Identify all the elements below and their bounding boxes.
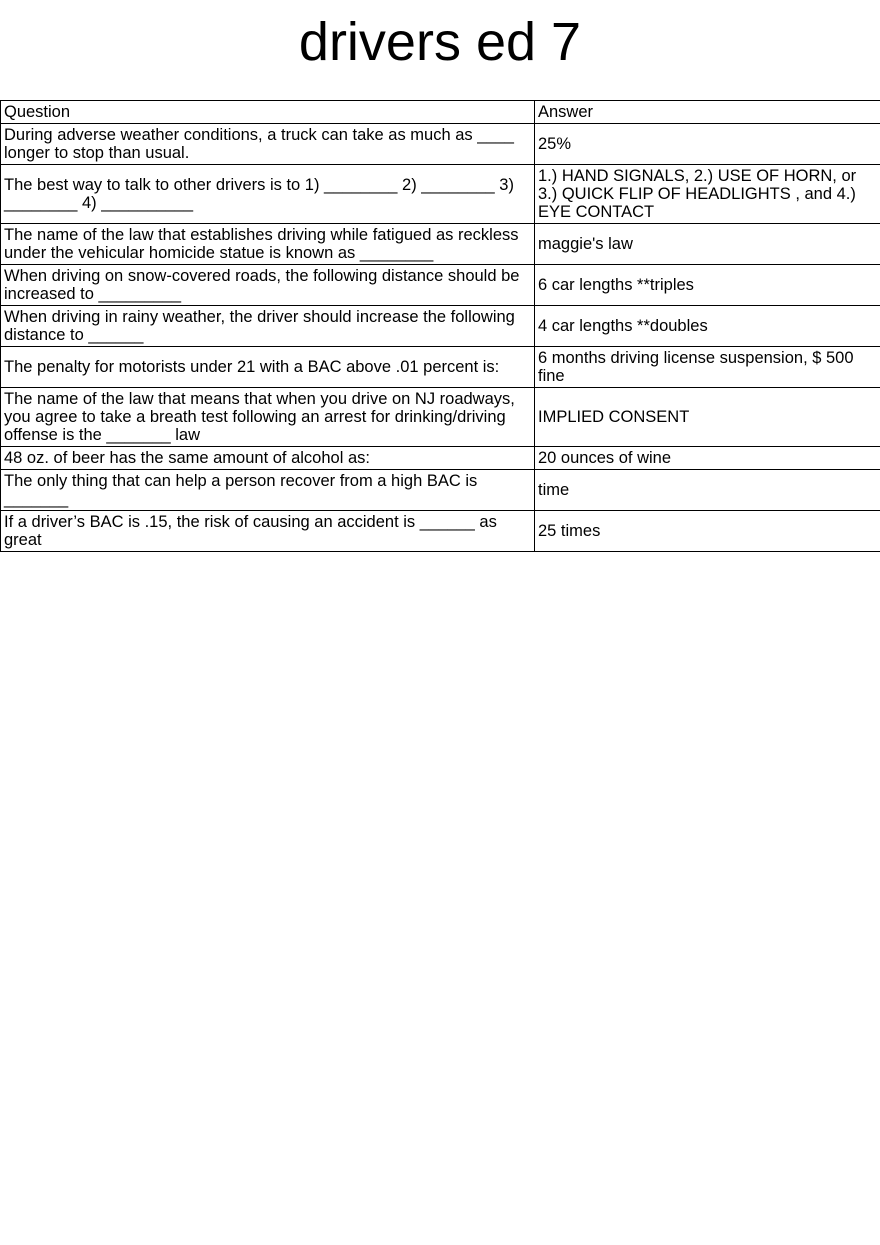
question-cell: The only thing that can help a person recover from a high BAC is _______ <box>1 470 535 511</box>
table-row <box>1 347 880 388</box>
answer-cell: 20 ounces of wine <box>535 447 880 470</box>
table-row <box>1 447 880 470</box>
question-cell: The name of the law that means that when you drive on NJ roadways, you agree to take a breath test following an arrest for drinking/driving offense is the _______ law <box>1 388 535 447</box>
table-row <box>1 224 880 265</box>
answer-cell: 25% <box>535 124 880 165</box>
question-cell: 48 oz. of beer has the same amount of alcohol as: <box>1 447 535 470</box>
answer-cell: IMPLIED CONSENT <box>535 388 880 447</box>
table-row <box>1 470 880 511</box>
table-row <box>1 511 880 552</box>
answer-cell: 6 months driving license suspension, $ 500 fine <box>535 347 880 388</box>
table-header-row <box>1 101 880 124</box>
answer-cell: maggie's law <box>535 224 880 265</box>
question-cell: The name of the law that establishes driving while fatigued as reckless under the vehicular homicide statue is known as ________ <box>1 224 535 265</box>
question-cell: The best way to talk to other drivers is to 1) ________ 2) ________ 3) ________ 4) __________ <box>1 165 535 224</box>
table-row <box>1 124 880 165</box>
answer-cell: 1.) HAND SIGNALS, 2.) USE OF HORN, or 3.) QUICK FLIP OF HEADLIGHTS , and 4.) EYE CONTACT <box>535 165 880 224</box>
question-cell: During adverse weather conditions, a truck can take as much as ____ longer to stop than usual. <box>1 124 535 165</box>
question-cell: When driving on snow-covered roads, the following distance should be increased to _________ <box>1 265 535 306</box>
table-row <box>1 265 880 306</box>
question-cell: When driving in rainy weather, the driver should increase the following distance to ______ <box>1 306 535 347</box>
table-row <box>1 165 880 224</box>
qa-table <box>0 100 880 552</box>
answer-cell: 6 car lengths **triples <box>535 265 880 306</box>
question-cell: The penalty for motorists under 21 with a BAC above .01 percent is: <box>1 347 535 388</box>
question-cell: If a driver’s BAC is .15, the risk of causing an accident is ______ as great <box>1 511 535 552</box>
answer-cell: 25 times <box>535 511 880 552</box>
answer-column-header: Answer <box>535 101 880 124</box>
answer-cell: 4 car lengths **doubles <box>535 306 880 347</box>
answer-cell: time <box>535 470 880 511</box>
table-row <box>1 388 880 447</box>
question-column-header: Question <box>1 101 535 124</box>
page-title: drivers ed 7 <box>298 12 582 72</box>
table-row <box>1 306 880 347</box>
